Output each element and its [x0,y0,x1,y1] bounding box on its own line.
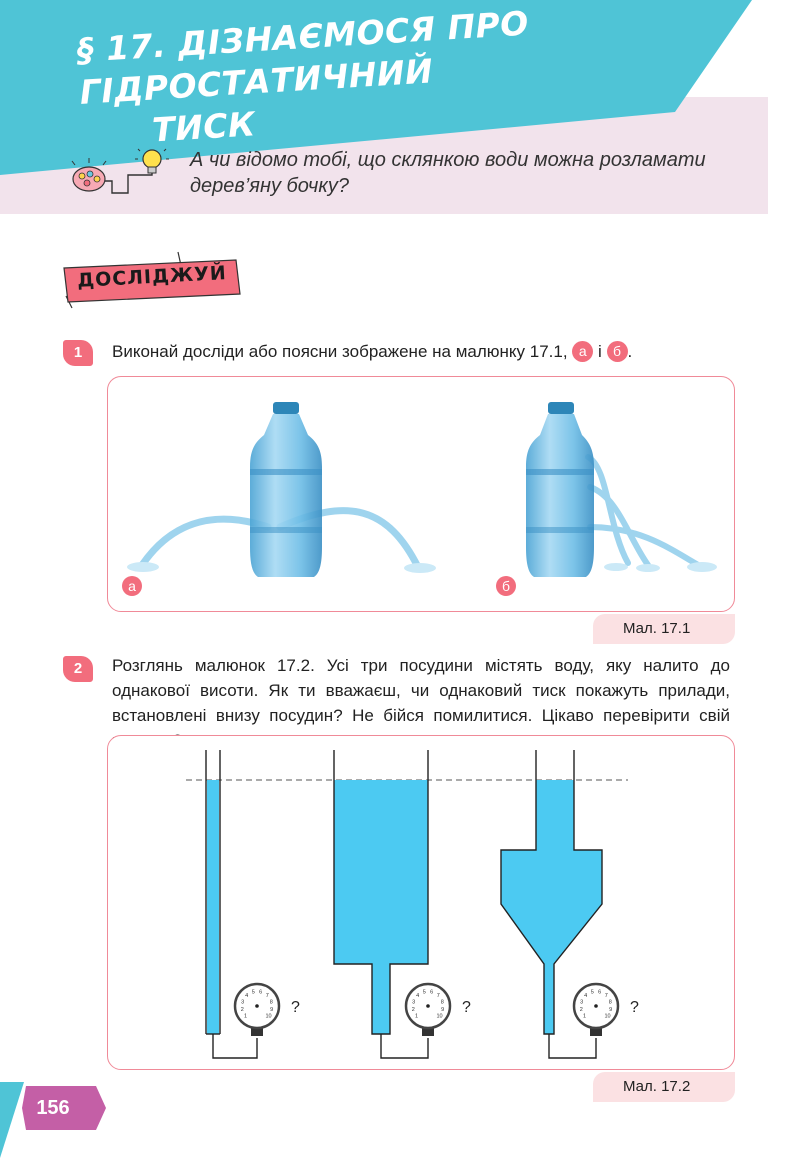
figure-label-a: а [128,578,136,594]
gauge-tick-label: 7 [436,993,440,1000]
pressure-gauge [235,984,300,1036]
chapter-title-line2: ТИСК [151,104,257,150]
task-1-text [112,339,732,364]
gauge-question-mark: ? [291,999,300,1016]
gauge-tick-label: 2 [579,1006,583,1013]
gauge-tick-label: 5 [251,989,255,996]
figure-17-1-caption: Мал. 17.1 [593,614,735,644]
task-1-badge-a: а [572,341,593,362]
brain-lightbulb-icon [68,147,174,203]
task-1-number: 1 [63,340,93,366]
gauge-tick-label: 6 [259,989,263,996]
bottle-a [127,402,436,577]
corner-decoration [0,1082,40,1158]
pressure-gauge [574,984,639,1036]
task-2-number: 2 [63,656,93,682]
gauge-tick-label: 2 [411,1006,415,1013]
gauge-tick-label: 9 [270,1006,274,1013]
task-2-text: Розглянь малюнок 17.2. Усі три посудини містять воду, яку налито до однакової висоти. Як ти вважаєш, чи однаковий тиск покажуть прилади, встановлені внизу посудин? Не бійся помилитися. Цікаво перевірити свій [112,656,730,725]
figure-17-2-caption: Мал. 17.2 [593,1072,735,1102]
gauge-tick-label: 5 [590,989,594,996]
figure-17-2-illustration [108,736,734,1069]
gauge-pivot [255,1004,259,1008]
gauge-tick-label: 8 [440,999,444,1006]
gauge-tick-label: 2 [240,1006,244,1013]
pressure-gauge [406,984,471,1036]
gauge-tick-label: 1 [243,1013,248,1020]
task-1-badge-b: б [607,341,628,362]
gauge-tick-label: 4 [416,993,420,1000]
gauge-tick-label: 9 [441,1006,445,1013]
gauge-tick-label: 10 [436,1013,443,1020]
gauge-tick-label: 7 [604,993,608,1000]
gauge-pivot [594,1004,598,1008]
gauge-tick-label: 6 [598,989,602,996]
gauge-tick-label: 9 [609,1006,613,1013]
gauge-tick-label: 3 [580,999,584,1006]
gauge-tick-label: 7 [265,993,269,1000]
gauge-tick-label: 1 [582,1013,587,1020]
gauge-question-mark: ? [630,999,639,1016]
gauge-tick-label: 3 [412,999,416,1006]
bottle-b [526,402,717,577]
gauge-tick-label: 8 [269,999,273,1006]
gauge-tick-label: 4 [584,993,588,1000]
chapter-title-line1: § 17. ДІЗНАЄМОСЯ ПРО ГІДРОСТАТИЧНИЙ [76,3,530,112]
gauge-tick-label: 10 [265,1013,272,1020]
gauge-tick-label: 5 [422,989,426,996]
gauge-tick-label: 1 [414,1013,419,1020]
figure-label-b: б [501,578,511,594]
gauge-tick-label: 4 [245,993,249,1000]
gauge-tick-label: 10 [604,1013,611,1020]
task-1-connector: і [598,342,602,361]
gauge-tick-label: 8 [608,999,612,1006]
section-label: ДОСЛІДЖУЙ [76,262,228,292]
gauge-question-mark: ? [462,999,471,1016]
page-number: 156 [36,1097,70,1119]
task-1-end: . [627,342,633,361]
gauge-tick-label: 6 [430,989,434,996]
intro-question: А чи відомо тобі, що склянкою води можна розламати дерев’яну бочку? [190,149,706,197]
task-1-instruction: Виконай досліди або поясни зображене на малюнку 17.1, [112,342,568,361]
gauge-tick-label: 3 [241,999,245,1006]
figure-17-1-illustration [108,377,734,611]
gauge-pivot [426,1004,430,1008]
